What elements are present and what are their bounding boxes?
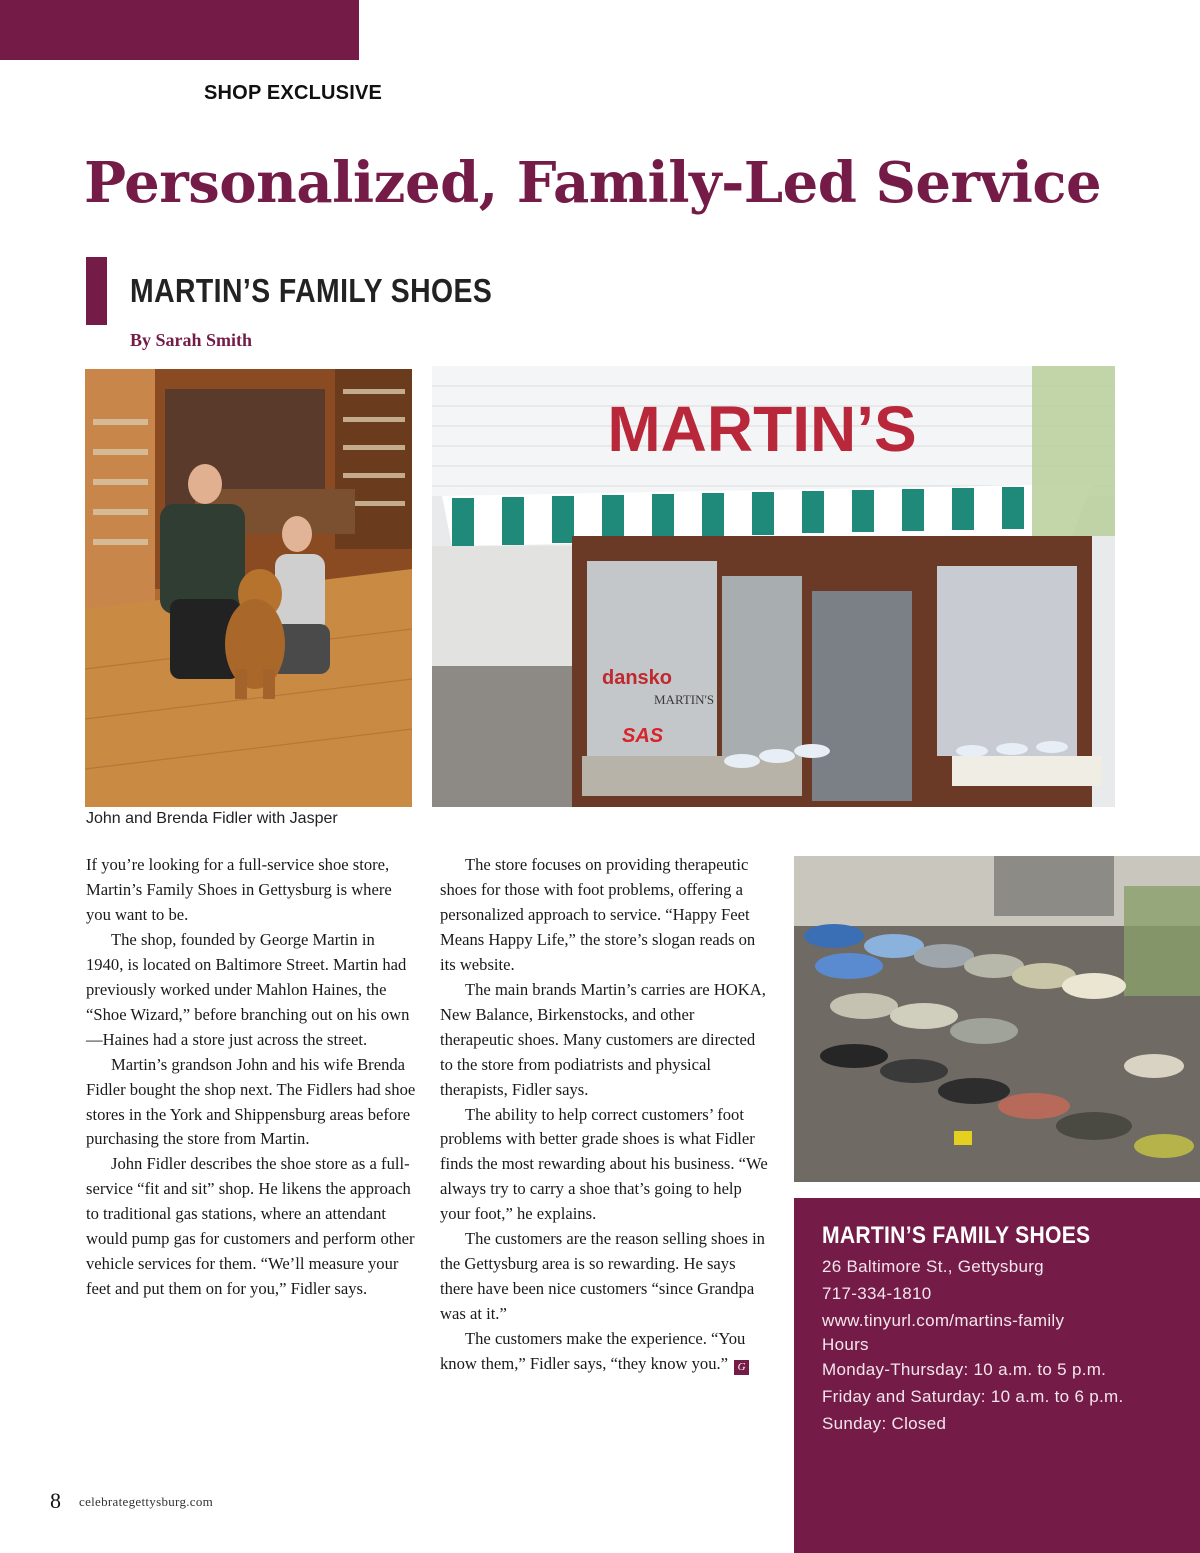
paragraph: If you’re looking for a full-service shoe store, Martin’s Family Shoes in Gettysburg is where you want to be. xyxy=(86,855,392,924)
paragraph: The customers are the reason selling shoes in the Gettysburg area is so rewarding. He says there have been nice customers “since Grandpa was at it.” xyxy=(440,1229,765,1324)
byline: By Sarah Smith xyxy=(130,330,253,350)
photo-storefront xyxy=(432,366,1115,807)
store-info-box xyxy=(794,1198,1200,1553)
page-title: Personalized, Family-Led Service xyxy=(84,150,1102,216)
storefront-sign: MARTIN’S xyxy=(607,393,917,465)
top-accent-bar xyxy=(0,0,359,60)
article-column-1 xyxy=(86,853,416,1302)
subhead-accent-bar xyxy=(86,257,107,325)
page-number: 8 xyxy=(50,1488,61,1513)
info-title: MARTIN’S FAMILY SHOES xyxy=(822,1222,1091,1249)
hours-weekday: Monday-Thursday: 10 a.m. to 5 p.m. xyxy=(822,1360,1107,1379)
paragraph: The ability to help correct customers’ foot problems with better grade shoes is what Fidler finds the most rewarding about his business. “We always try to carry a shoe that’s going to help your foot,” he explains. xyxy=(440,1104,768,1224)
paragraph: The store focuses on providing therapeutic shoes for those with foot problems, offering a personalized approach to service. “Happy Feet Means Happy Life,” the store’s slogan reads on its website. xyxy=(440,855,756,974)
article-subhead: MARTIN’S FAMILY SHOES xyxy=(130,272,493,309)
store-phone: 717-334-1810 xyxy=(822,1284,932,1303)
hours-fri-sat: Friday and Saturday: 10 a.m. to 6 p.m. xyxy=(822,1387,1124,1406)
paragraph-last xyxy=(440,1327,768,1377)
article-column-2 xyxy=(440,853,768,1377)
photo-shoe-display xyxy=(794,856,1200,1182)
hours-label: Hours xyxy=(822,1335,869,1354)
store-website: www.tinyurl.com/martins-family xyxy=(822,1311,1065,1330)
paragraph: Martin’s grandson John and his wife Brenda Fidler bought the shop next. The Fidlers had shoe stores in the York and Shippensburg areas before purchasing the store from Martin. xyxy=(86,1054,416,1149)
hours-sunday: Sunday: Closed xyxy=(822,1414,947,1433)
photo-owners-with-dog xyxy=(85,369,412,807)
footer-site: celebrategettysburg.com xyxy=(79,1494,214,1509)
storefront-logo-dansko: dansko xyxy=(602,667,673,689)
paragraph-text: The customers make the experience. “You know them,” Fidler says, “they know you.” xyxy=(440,1329,746,1374)
end-of-article-icon: G xyxy=(734,1360,749,1375)
paragraph: The shop, founded by George Martin in 1940, is located on Baltimore Street. Martin had previously worked under Mahlon Haines, the “Shoe Wizard,” before branching out on his own—Haines had a store just across the street. xyxy=(86,929,410,1049)
photo-caption: John and Brenda Fidler with Jasper xyxy=(86,810,338,827)
section-kicker: SHOP EXCLUSIVE xyxy=(204,82,383,104)
store-address: 26 Baltimore St., Gettysburg xyxy=(822,1257,1044,1276)
storefront-logo-sas: SAS xyxy=(622,725,664,747)
paragraph: John Fidler describes the shoe store as a full-service “fit and sit” shop. He likens the approach to traditional gas stations, where an attendant would pump gas for customers and perform other vehicle services for them. “We’ll measure your feet and put them on for you,” Fidler says. xyxy=(86,1154,415,1299)
storefront-logo-martins: MARTIN'S xyxy=(654,692,715,707)
paragraph: The main brands Martin’s carries are HOKA, New Balance, Birkenstocks, and other therapeutic shoes. Many customers are directed to the store from podiatrists and physical therapists, Fidler says. xyxy=(440,979,766,1099)
